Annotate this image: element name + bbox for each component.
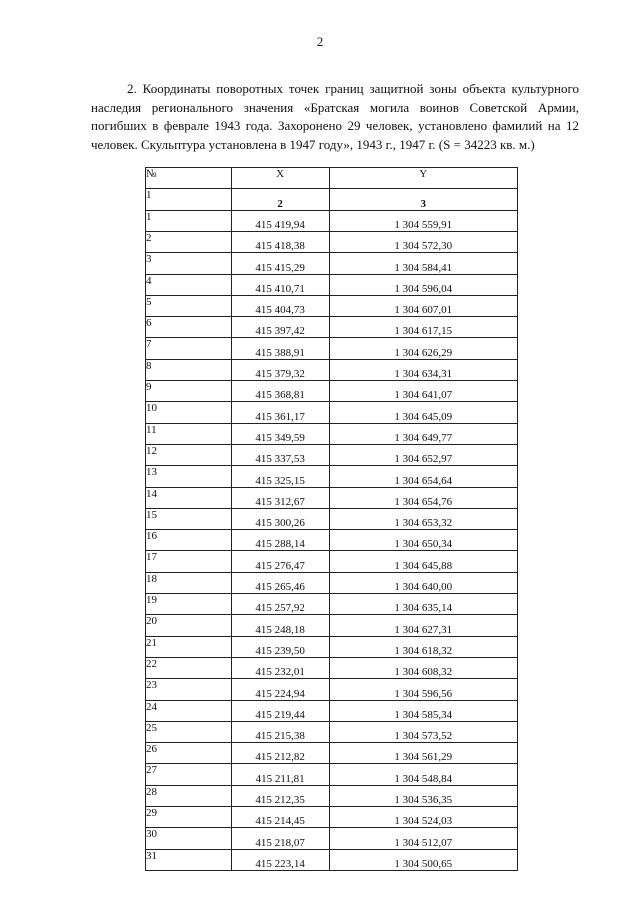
table-row bbox=[146, 679, 518, 700]
column-index-number: 1 bbox=[146, 189, 232, 210]
y-coordinate-cell: 1 304 585,34 bbox=[329, 700, 517, 721]
x-coordinate-cell: 415 337,53 bbox=[231, 444, 329, 465]
point-number-cell: 1 bbox=[146, 210, 232, 231]
column-index-row bbox=[146, 189, 518, 210]
point-number-cell: 31 bbox=[146, 849, 232, 870]
table-row bbox=[146, 828, 518, 849]
y-coordinate-cell: 1 304 640,00 bbox=[329, 572, 517, 593]
x-coordinate-cell: 415 361,17 bbox=[231, 402, 329, 423]
point-number-cell: 13 bbox=[146, 466, 232, 487]
x-coordinate-cell: 415 418,38 bbox=[231, 231, 329, 252]
x-coordinate-cell: 415 404,73 bbox=[231, 295, 329, 316]
table-row bbox=[146, 317, 518, 338]
table-row bbox=[146, 636, 518, 657]
table-row bbox=[146, 444, 518, 465]
x-coordinate-cell: 415 397,42 bbox=[231, 317, 329, 338]
point-number-cell: 23 bbox=[146, 679, 232, 700]
point-number-cell: 25 bbox=[146, 721, 232, 742]
point-number-cell: 9 bbox=[146, 381, 232, 402]
x-coordinate-cell: 415 223,14 bbox=[231, 849, 329, 870]
point-number-cell: 27 bbox=[146, 764, 232, 785]
point-number-cell: 30 bbox=[146, 828, 232, 849]
y-coordinate-cell: 1 304 548,84 bbox=[329, 764, 517, 785]
x-coordinate-cell: 415 368,81 bbox=[231, 381, 329, 402]
x-coordinate-cell: 415 288,14 bbox=[231, 530, 329, 551]
point-number-cell: 21 bbox=[146, 636, 232, 657]
x-coordinate-cell: 415 248,18 bbox=[231, 615, 329, 636]
x-coordinate-cell: 415 224,94 bbox=[231, 679, 329, 700]
x-coordinate-cell: 415 239,50 bbox=[231, 636, 329, 657]
table-row bbox=[146, 466, 518, 487]
coordinates-table bbox=[145, 167, 518, 871]
table-row bbox=[146, 849, 518, 870]
x-coordinate-cell: 415 211,81 bbox=[231, 764, 329, 785]
table-row bbox=[146, 657, 518, 678]
x-coordinate-cell: 415 218,07 bbox=[231, 828, 329, 849]
y-coordinate-cell: 1 304 645,09 bbox=[329, 402, 517, 423]
point-number-cell: 26 bbox=[146, 743, 232, 764]
y-coordinate-cell: 1 304 650,34 bbox=[329, 530, 517, 551]
y-coordinate-cell: 1 304 596,04 bbox=[329, 274, 517, 295]
table-row bbox=[146, 338, 518, 359]
table-row bbox=[146, 721, 518, 742]
point-number-cell: 19 bbox=[146, 594, 232, 615]
page-number: 2 bbox=[316, 34, 324, 49]
table-row bbox=[146, 615, 518, 636]
y-coordinate-cell: 1 304 559,91 bbox=[329, 210, 517, 231]
table-row bbox=[146, 594, 518, 615]
y-coordinate-cell: 1 304 649,77 bbox=[329, 423, 517, 444]
x-coordinate-cell: 415 257,92 bbox=[231, 594, 329, 615]
point-number-cell: 16 bbox=[146, 530, 232, 551]
section-heading: 2. Координаты поворотных точек границ защитной зоны объекта культурного наследия регионального значения «Братская могила воинов Советской Армии, погибших в феврале 1943 года. Захоронено 29 человек, установлено фамилий на 12 человек. Скульптура установлена в 1947 году», 1943 г., 1947 г. (S = 34223 кв. м.) bbox=[91, 81, 579, 152]
table-row bbox=[146, 700, 518, 721]
x-coordinate-cell: 415 325,15 bbox=[231, 466, 329, 487]
point-number-cell: 18 bbox=[146, 572, 232, 593]
point-number-cell: 12 bbox=[146, 444, 232, 465]
point-number-cell: 11 bbox=[146, 423, 232, 444]
x-coordinate-cell: 415 214,45 bbox=[231, 807, 329, 828]
y-coordinate-cell: 1 304 626,29 bbox=[329, 338, 517, 359]
x-coordinate-cell: 415 410,71 bbox=[231, 274, 329, 295]
y-coordinate-cell: 1 304 608,32 bbox=[329, 657, 517, 678]
table-header-row bbox=[146, 168, 518, 189]
y-coordinate-cell: 1 304 635,14 bbox=[329, 594, 517, 615]
y-coordinate-cell: 1 304 500,65 bbox=[329, 849, 517, 870]
table-row bbox=[146, 551, 518, 572]
x-coordinate-cell: 415 419,94 bbox=[231, 210, 329, 231]
y-coordinate-cell: 1 304 645,88 bbox=[329, 551, 517, 572]
table-row bbox=[146, 487, 518, 508]
point-number-cell: 28 bbox=[146, 785, 232, 806]
y-coordinate-cell: 1 304 653,32 bbox=[329, 508, 517, 529]
point-number-cell: 10 bbox=[146, 402, 232, 423]
x-coordinate-cell: 415 388,91 bbox=[231, 338, 329, 359]
table-body bbox=[146, 189, 518, 871]
point-number-cell: 2 bbox=[146, 231, 232, 252]
table-row bbox=[146, 231, 518, 252]
y-coordinate-cell: 1 304 618,32 bbox=[329, 636, 517, 657]
point-number-cell: 15 bbox=[146, 508, 232, 529]
x-coordinate-cell: 415 276,47 bbox=[231, 551, 329, 572]
y-coordinate-cell: 1 304 536,35 bbox=[329, 785, 517, 806]
y-coordinate-cell: 1 304 617,15 bbox=[329, 317, 517, 338]
x-coordinate-cell: 415 312,67 bbox=[231, 487, 329, 508]
x-coordinate-cell: 415 212,82 bbox=[231, 743, 329, 764]
x-coordinate-cell: 415 212,35 bbox=[231, 785, 329, 806]
y-coordinate-cell: 1 304 561,29 bbox=[329, 743, 517, 764]
x-coordinate-cell: 415 300,26 bbox=[231, 508, 329, 529]
y-coordinate-cell: 1 304 634,31 bbox=[329, 359, 517, 380]
point-number-cell: 3 bbox=[146, 253, 232, 274]
table-row bbox=[146, 785, 518, 806]
point-number-cell: 22 bbox=[146, 657, 232, 678]
point-number-cell: 24 bbox=[146, 700, 232, 721]
point-number-cell: 6 bbox=[146, 317, 232, 338]
table-row bbox=[146, 402, 518, 423]
y-coordinate-cell: 1 304 524,03 bbox=[329, 807, 517, 828]
y-coordinate-cell: 1 304 573,52 bbox=[329, 721, 517, 742]
point-number-cell: 14 bbox=[146, 487, 232, 508]
y-coordinate-cell: 1 304 607,01 bbox=[329, 295, 517, 316]
x-coordinate-cell: 415 349,59 bbox=[231, 423, 329, 444]
y-coordinate-cell: 1 304 596,56 bbox=[329, 679, 517, 700]
table-row bbox=[146, 253, 518, 274]
y-coordinate-cell: 1 304 512,07 bbox=[329, 828, 517, 849]
y-coordinate-cell: 1 304 654,64 bbox=[329, 466, 517, 487]
point-number-cell: 7 bbox=[146, 338, 232, 359]
y-coordinate-cell: 1 304 572,30 bbox=[329, 231, 517, 252]
header-x: X bbox=[231, 168, 329, 189]
y-coordinate-cell: 1 304 641,07 bbox=[329, 381, 517, 402]
point-number-cell: 5 bbox=[146, 295, 232, 316]
table-row bbox=[146, 572, 518, 593]
header-y: Y bbox=[329, 168, 517, 189]
point-number-cell: 17 bbox=[146, 551, 232, 572]
x-coordinate-cell: 415 215,38 bbox=[231, 721, 329, 742]
y-coordinate-cell: 1 304 654,76 bbox=[329, 487, 517, 508]
table-row bbox=[146, 210, 518, 231]
y-coordinate-cell: 1 304 652,97 bbox=[329, 444, 517, 465]
point-number-cell: 29 bbox=[146, 807, 232, 828]
x-coordinate-cell: 415 232,01 bbox=[231, 657, 329, 678]
x-coordinate-cell: 415 415,29 bbox=[231, 253, 329, 274]
y-coordinate-cell: 1 304 584,41 bbox=[329, 253, 517, 274]
table-row bbox=[146, 359, 518, 380]
table-row bbox=[146, 743, 518, 764]
table-row bbox=[146, 381, 518, 402]
x-coordinate-cell: 415 265,46 bbox=[231, 572, 329, 593]
y-coordinate-cell: 1 304 627,31 bbox=[329, 615, 517, 636]
table-row bbox=[146, 807, 518, 828]
table-row bbox=[146, 423, 518, 444]
table-row bbox=[146, 274, 518, 295]
point-number-cell: 20 bbox=[146, 615, 232, 636]
table-row bbox=[146, 508, 518, 529]
column-index-y: 3 bbox=[329, 189, 517, 210]
header-number: № bbox=[146, 168, 232, 189]
point-number-cell: 4 bbox=[146, 274, 232, 295]
column-index-x: 2 bbox=[231, 189, 329, 210]
x-coordinate-cell: 415 219,44 bbox=[231, 700, 329, 721]
table-row bbox=[146, 764, 518, 785]
x-coordinate-cell: 415 379,32 bbox=[231, 359, 329, 380]
table-row bbox=[146, 295, 518, 316]
table-row bbox=[146, 530, 518, 551]
point-number-cell: 8 bbox=[146, 359, 232, 380]
